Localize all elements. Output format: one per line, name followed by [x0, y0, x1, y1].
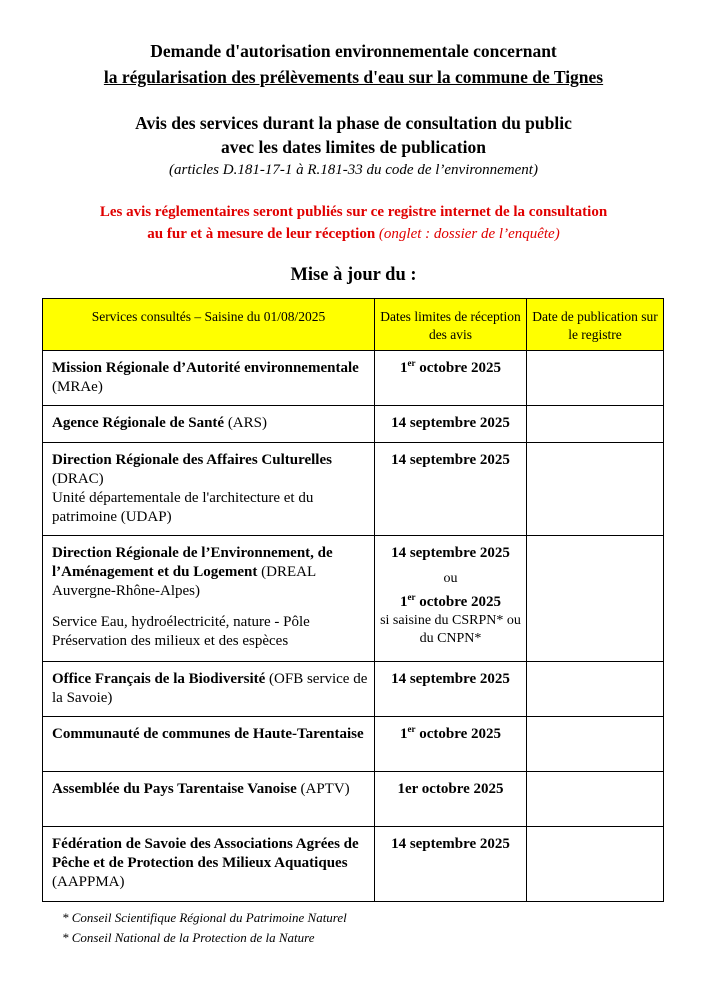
publication-notice-line2 [0, 226, 707, 243]
publication-date [527, 406, 664, 443]
update-date-label: Mise à jour du : [290, 265, 417, 285]
service-name: Fédération de Savoie des Associations Agrées de Pêche et de Protection des Milieux Aquatiques (AAPPMA) [43, 827, 375, 902]
service-subunit: Service Eau, hydroélectricité, nature - Pôle Préservation des milieux et des espèces [52, 614, 310, 649]
deadline-date: 14 septembre 2025 [375, 662, 527, 717]
footnote-cnpn: * Conseil National de la Protection de la Nature [62, 930, 315, 945]
table-row [43, 443, 664, 536]
publication-date [527, 827, 664, 902]
service-name: Direction Régionale des Affaires Culturelles (DRAC) Unité départementale de l'architecture et du patrimoine (UDAP) [43, 443, 375, 536]
header-deadline: Dates limites de réception des avis [375, 299, 527, 351]
table-row [43, 351, 664, 406]
publication-notice-tab-hint: (onglet : dossier de l’enquête) [375, 226, 560, 242]
deadline-condition: si saisine du CSRPN* ou du CNPN* [380, 613, 521, 646]
table-row [43, 717, 664, 772]
service-name: Office Français de la Biodiversité (OFB service de la Savoie) [43, 662, 375, 717]
service-name: Mission Régionale d’Autorité environnementale (MRAe) [43, 351, 375, 406]
legal-articles-reference: (articles D.181-17-1 à R.181-33 du code de l’environnement) [169, 162, 538, 178]
deadline-date: 1er octobre 2025 [375, 772, 527, 827]
deadline-date: 1er octobre 2025 [375, 351, 527, 406]
consultation-table [42, 298, 664, 902]
publication-date [527, 772, 664, 827]
service-name: Agence Régionale de Santé (ARS) [43, 406, 375, 443]
deadline-date: 14 septembre 2025 ou 1er octobre 2025 si saisine du CSRPN* ou du CNPN* [375, 536, 527, 662]
deadline-date: 1er octobre 2025 [375, 717, 527, 772]
deadline-date: 14 septembre 2025 [375, 406, 527, 443]
table-row [43, 827, 664, 902]
header-services: Services consultés – Saisine du 01/08/2025 [43, 299, 375, 351]
publication-date [527, 717, 664, 772]
document-title-line2: la régularisation des prélèvements d'eau sur la commune de Tignes [103, 67, 604, 87]
document-title-line1: Demande d'autorisation environnementale concernant [150, 41, 557, 61]
service-name: Assemblée du Pays Tarentaise Vanoise (APTV) [43, 772, 375, 827]
deadline-date: 14 septembre 2025 [375, 827, 527, 902]
publication-date [527, 443, 664, 536]
header-publication-date: Date de publication sur le registre [527, 299, 664, 351]
publication-date [527, 662, 664, 717]
table-row [43, 406, 664, 443]
table-row [43, 536, 664, 662]
publication-date [527, 536, 664, 662]
table-row [43, 662, 664, 717]
footnote-csrpn: * Conseil Scientifique Régional du Patrimoine Naturel [62, 910, 347, 925]
deadline-date: 14 septembre 2025 [375, 443, 527, 536]
section-title-line1: Avis des services durant la phase de consultation du public [135, 113, 572, 133]
table-header-row [43, 299, 664, 351]
service-name: Communauté de communes de Haute-Tarentaise [43, 717, 375, 772]
publication-notice-line1: Les avis réglementaires seront publiés sur ce registre internet de la consultation [99, 204, 608, 220]
publication-date [527, 351, 664, 406]
table-row [43, 772, 664, 827]
service-subunit: Unité départementale de l'architecture et du patrimoine (UDAP) [52, 490, 314, 525]
section-title-line2: avec les dates limites de publication [221, 137, 486, 157]
publication-notice-bold: au fur et à mesure de leur réception [147, 226, 376, 242]
service-name: Direction Régionale de l’Environnement, de l’Aménagement et du Logement (DREAL Auvergne-Rhône-Alpes) Service Eau, hydroélectricité, nature - Pôle Préservation des milieux et des espèces [43, 536, 375, 662]
